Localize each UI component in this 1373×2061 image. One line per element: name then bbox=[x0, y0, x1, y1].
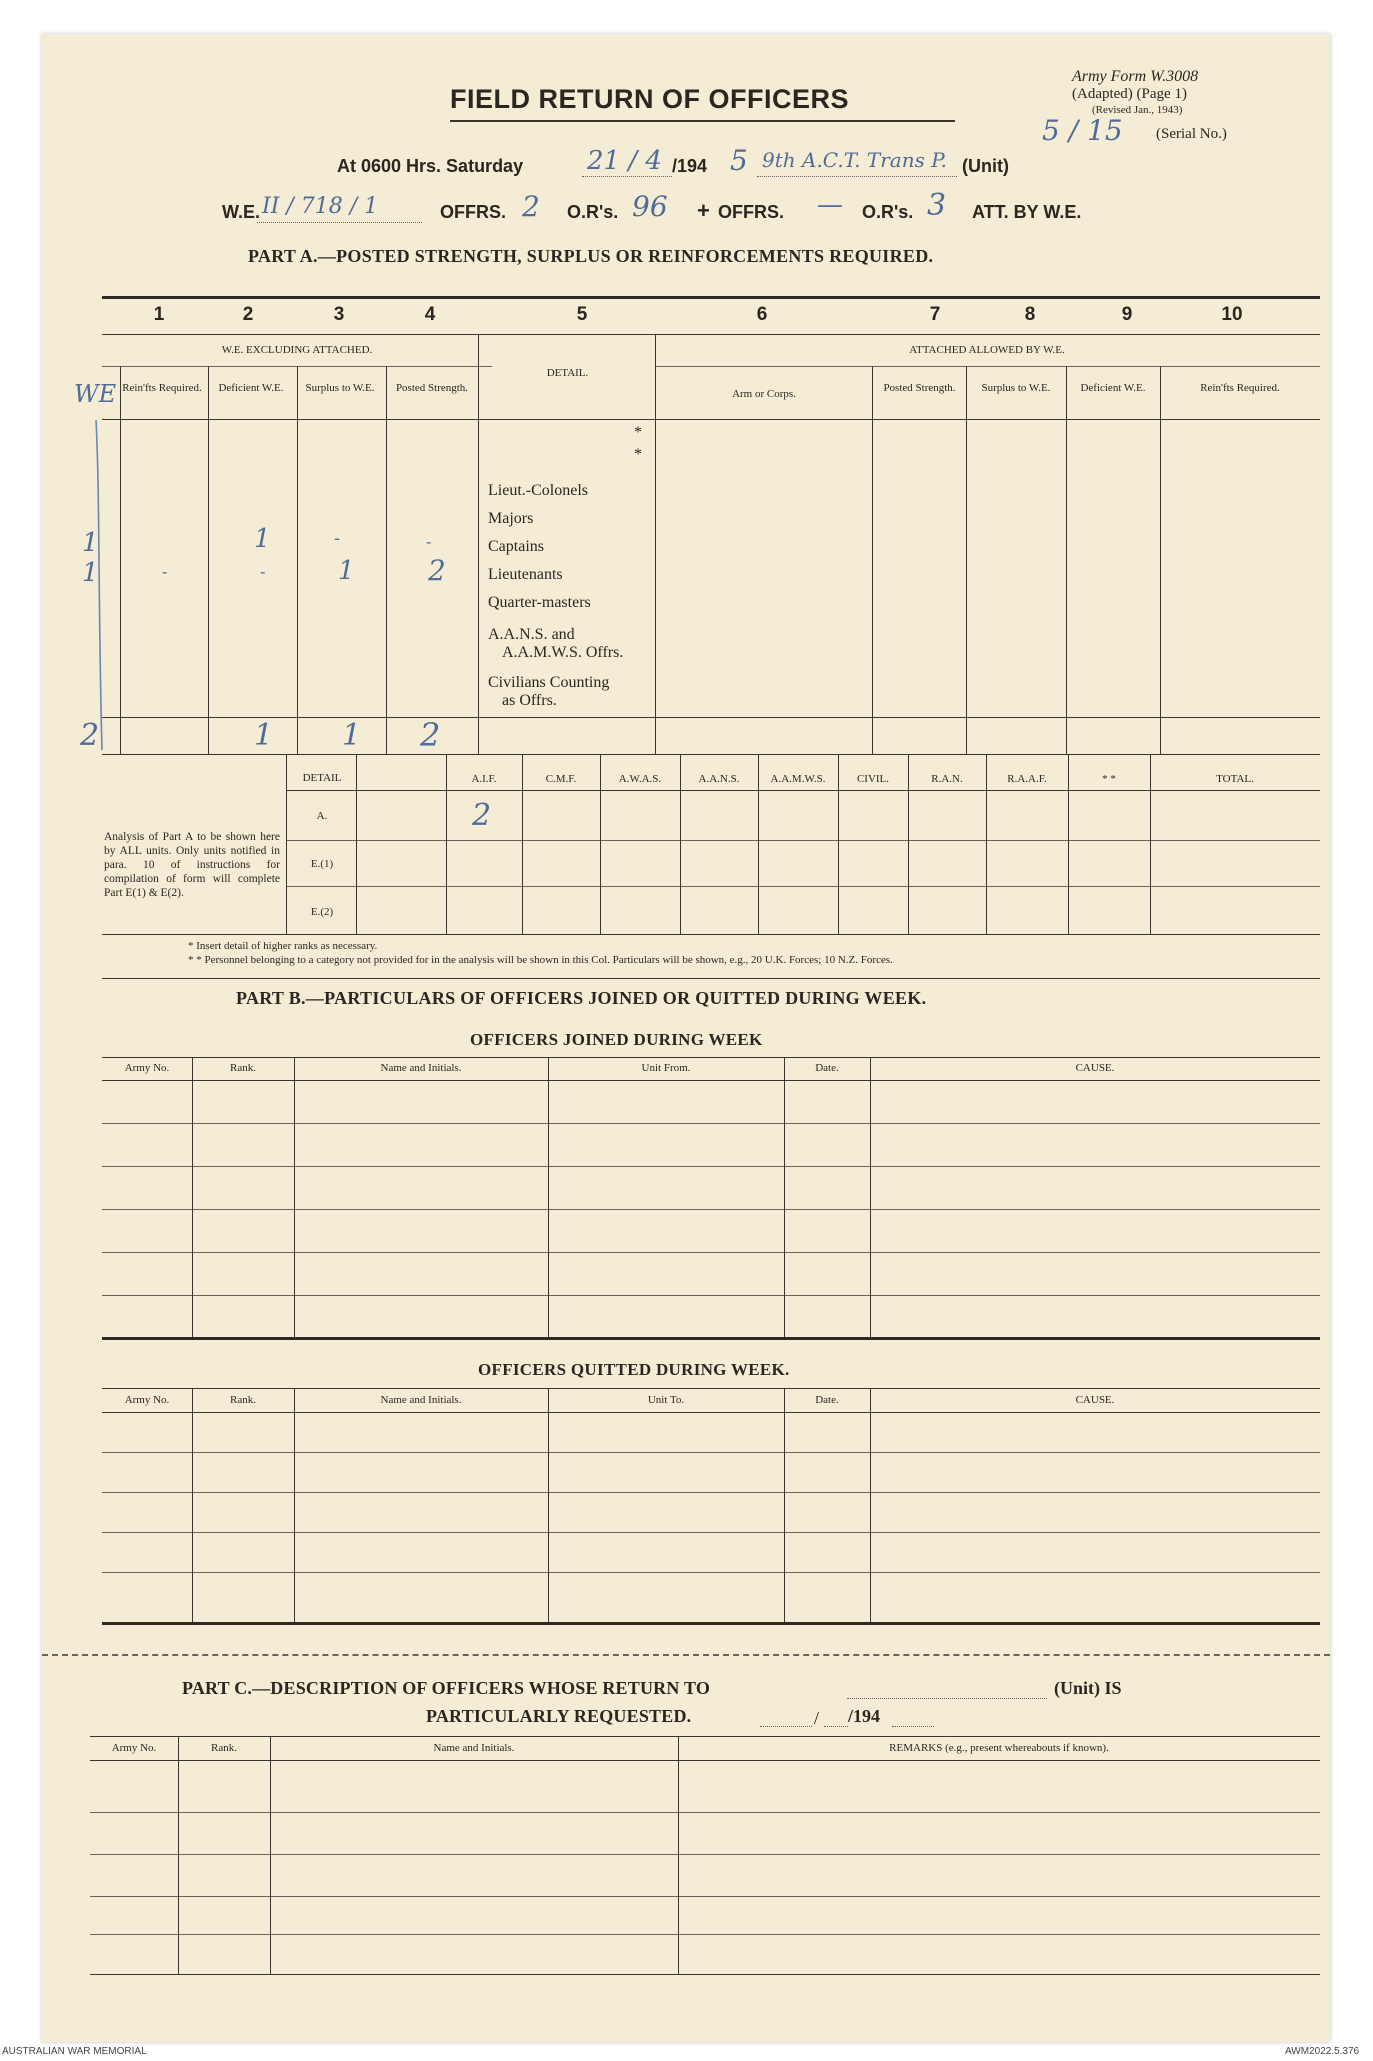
offrs2-label: OFFRS. bbox=[718, 202, 784, 222]
margin-note-we: WE bbox=[74, 380, 117, 408]
analysis-column-rule bbox=[758, 754, 759, 934]
hdr-deficient-right: Deficient W.E. bbox=[1080, 382, 1146, 394]
year-prefix: /194 bbox=[672, 156, 708, 176]
analysis-col-total: TOTAL. bbox=[1216, 773, 1254, 785]
col-num-2: 2 bbox=[242, 304, 254, 325]
title-underline bbox=[450, 120, 955, 122]
analysis-col-aans: A.A.N.S. bbox=[698, 773, 740, 785]
part-a-column-rule bbox=[120, 366, 121, 754]
part-c-date-blank bbox=[760, 1726, 812, 1727]
hdr-posted-left: Posted Strength. bbox=[395, 382, 469, 394]
rank-aamws: A.A.M.W.S. Offrs. bbox=[502, 644, 624, 661]
part-c-date-blank bbox=[824, 1726, 848, 1727]
date-underline bbox=[582, 176, 672, 177]
part-c-table-rule bbox=[90, 1896, 1320, 1897]
hdr-reinfts-left: Rein'fts Required. bbox=[122, 382, 202, 394]
part-a-rule bbox=[102, 717, 1320, 718]
part-c-table-rule bbox=[90, 1854, 1320, 1855]
col-num-10: 10 bbox=[1221, 304, 1243, 325]
part-a-column-rule bbox=[297, 366, 298, 754]
part-c-column-rule bbox=[270, 1736, 271, 1974]
quitted-column-rule bbox=[294, 1388, 295, 1622]
part-c-year-blank bbox=[892, 1726, 934, 1727]
quitted-table-rule bbox=[102, 1492, 1320, 1493]
analysis-col-other: * * bbox=[1102, 773, 1116, 785]
rank-as-offrs: as Offrs. bbox=[502, 692, 557, 709]
quitted-hdr-date: Date. bbox=[815, 1394, 839, 1406]
col-num-5: 5 bbox=[576, 304, 588, 325]
part-c-title-start: PART C.—DESCRIPTION OF OFFICERS WHOSE RETURN TO bbox=[182, 1678, 711, 1698]
analysis-col-aamws: A.A.M.W.S. bbox=[770, 773, 826, 785]
joined-hdr-army-no: Army No. bbox=[124, 1062, 170, 1074]
analysis-row-e2: E.(2) bbox=[310, 906, 334, 918]
joined-table-rule bbox=[102, 1057, 1320, 1058]
quitted-column-rule bbox=[192, 1388, 193, 1622]
analysis-column-rule bbox=[986, 754, 987, 934]
perforation-line bbox=[42, 1654, 1330, 1656]
joined-column-rule bbox=[192, 1057, 193, 1337]
part-a-rule bbox=[655, 366, 1320, 367]
part-c-date-slash: / bbox=[814, 1708, 820, 1728]
footnote-1: * Insert detail of higher ranks as necessary. bbox=[188, 940, 378, 952]
analysis-column-rule bbox=[286, 754, 287, 934]
time-label: At 0600 Hrs. Saturday bbox=[337, 156, 524, 176]
joined-hdr-date: Date. bbox=[815, 1062, 839, 1074]
analysis-detail-header: DETAIL bbox=[302, 772, 342, 784]
quitted-hdr-army-no: Army No. bbox=[124, 1394, 170, 1406]
joined-hdr-name: Name and Initials. bbox=[380, 1062, 462, 1074]
joined-hdr-rank: Rank. bbox=[230, 1062, 256, 1074]
lieutenants-surplus: 1 bbox=[338, 556, 355, 586]
part-a-column-rule bbox=[1066, 366, 1067, 754]
joined-column-rule bbox=[870, 1057, 871, 1337]
total-posted: 2 bbox=[420, 716, 441, 754]
part-c-year: /194 bbox=[848, 1706, 881, 1726]
analysis-col-ran: R.A.N. bbox=[931, 773, 963, 785]
analysis-col-raaf: R.A.A.F. bbox=[1007, 773, 1047, 785]
col-num-6: 6 bbox=[756, 304, 768, 325]
part-c-title-end: (Unit) IS bbox=[1054, 1678, 1122, 1698]
analysis-row-e1: E.(1) bbox=[310, 858, 334, 870]
hdr-reinfts-right: Rein'fts Required. bbox=[1200, 382, 1280, 394]
offrs-value: 2 bbox=[522, 190, 540, 223]
partc-hdr-army-no: Army No. bbox=[111, 1742, 157, 1754]
offrs2-value: — bbox=[817, 190, 843, 220]
analysis-rule bbox=[286, 886, 1320, 887]
joined-table-rule bbox=[102, 1295, 1320, 1296]
quitted-title: OFFICERS QUITTED DURING WEEK. bbox=[478, 1360, 790, 1379]
partc-hdr-rank: Rank. bbox=[211, 1742, 237, 1754]
col-num-9: 9 bbox=[1121, 304, 1133, 325]
ors2-label: O.R's. bbox=[862, 202, 914, 222]
joined-column-rule bbox=[784, 1057, 785, 1337]
aif-a-value: 2 bbox=[472, 798, 492, 833]
joined-table-rule bbox=[102, 1123, 1320, 1124]
quitted-column-rule bbox=[548, 1388, 549, 1622]
unit-value: 9th A.C.T. Trans P. bbox=[762, 148, 947, 172]
part-a-column-rule bbox=[386, 366, 387, 754]
part-a-column-rule bbox=[208, 366, 209, 754]
ors-label: O.R's. bbox=[567, 202, 619, 222]
ors-value: 96 bbox=[632, 190, 668, 223]
joined-table-rule bbox=[102, 1080, 1320, 1081]
joined-table-rule bbox=[102, 1209, 1320, 1210]
col-num-4: 4 bbox=[424, 304, 436, 325]
unit-label: (Unit) bbox=[962, 156, 1009, 176]
analysis-column-rule bbox=[680, 754, 681, 934]
analysis-col-civil: CIVIL. bbox=[856, 773, 890, 785]
part-a-rule bbox=[102, 419, 1320, 420]
captains-surplus: - bbox=[334, 528, 341, 549]
joined-title: OFFICERS JOINED DURING WEEK bbox=[470, 1030, 763, 1049]
rank-civilians: Civilians Counting bbox=[488, 674, 610, 691]
serial-value: 5 / 15 bbox=[1042, 114, 1123, 147]
col-num-8: 8 bbox=[1024, 304, 1036, 325]
group-left-header: W.E. EXCLUDING ATTACHED. bbox=[221, 344, 373, 356]
lieutenants-reinfts: 1 bbox=[82, 558, 99, 588]
margin-pen-line bbox=[82, 420, 112, 760]
hdr-posted-right: Posted Strength. bbox=[883, 382, 956, 394]
analysis-rule bbox=[102, 934, 1320, 935]
total-surplus: 1 bbox=[342, 718, 362, 753]
date-value: 21 / 4 bbox=[587, 146, 662, 176]
captains-posted: - bbox=[426, 532, 432, 551]
quitted-column-rule bbox=[870, 1388, 871, 1622]
analysis-col-aif: A.I.F. bbox=[471, 773, 497, 785]
analysis-column-rule bbox=[838, 754, 839, 934]
analysis-column-rule bbox=[1150, 754, 1151, 934]
total-deficient: 1 bbox=[254, 718, 274, 753]
analysis-row-a: A. bbox=[316, 810, 328, 822]
hdr-arm-corps: Arm or Corps. bbox=[732, 388, 796, 400]
hdr-surplus-left: Surplus to W.E. bbox=[305, 382, 375, 394]
part-a-rule bbox=[102, 334, 1320, 335]
form-adapted: (Adapted) (Page 1) bbox=[1072, 86, 1187, 102]
quitted-table-rule bbox=[102, 1412, 1320, 1413]
part-c-line2: PARTICULARLY REQUESTED. bbox=[426, 1706, 692, 1726]
quitted-table-rule bbox=[102, 1388, 1320, 1389]
form-sheet bbox=[42, 34, 1330, 2042]
ors2-value: 3 bbox=[927, 188, 947, 223]
part-a-column-rule bbox=[478, 334, 479, 754]
analysis-column-rule bbox=[446, 754, 447, 934]
joined-table-rule bbox=[102, 1166, 1320, 1167]
part-a-title: PART A.—POSTED STRENGTH, SURPLUS OR REINFORCEMENTS REQUIRED. bbox=[248, 246, 934, 266]
plus-sign: + bbox=[697, 198, 710, 223]
captains-deficient: 1 bbox=[254, 524, 271, 554]
quitted-table-rule bbox=[102, 1532, 1320, 1533]
detail-header: DETAIL. bbox=[546, 367, 589, 379]
part-a-top-rule bbox=[102, 296, 1320, 299]
hdr-surplus-right: Surplus to W.E. bbox=[981, 382, 1051, 394]
we-label: W.E. bbox=[222, 202, 261, 222]
rank-lieut-colonels: Lieut.-Colonels bbox=[488, 482, 588, 499]
quitted-hdr-rank: Rank. bbox=[230, 1394, 256, 1406]
analysis-col-cmf: C.M.F. bbox=[545, 773, 577, 785]
analysis-col-awas: A.W.A.S. bbox=[618, 773, 662, 785]
joined-column-rule bbox=[548, 1057, 549, 1337]
footnote-2: * * Personnel belonging to a category not provided for in the analysis will be shown in this Col. Particulars will be shown, e.g., 20 U.K. Forces; 10 N.Z. Forces. bbox=[188, 954, 893, 966]
joined-table-rule bbox=[102, 1337, 1320, 1340]
group-right-header: ATTACHED ALLOWED BY W.E. bbox=[909, 344, 1065, 356]
analysis-note: Analysis of Part A to be shown here by ALL units. Only units notified in para. 10 of instructions for compilation of form will complete Part E(1) & E(2). bbox=[104, 831, 280, 899]
we-value: II / 718 / 1 bbox=[262, 194, 379, 219]
quitted-table-rule bbox=[102, 1572, 1320, 1573]
analysis-column-rule bbox=[1068, 754, 1069, 934]
part-c-table-rule bbox=[90, 1736, 1320, 1737]
part-a-column-rule bbox=[655, 334, 656, 754]
analysis-column-rule bbox=[356, 754, 357, 934]
rank-majors: Majors bbox=[488, 510, 534, 527]
part-c-table-rule bbox=[90, 1974, 1320, 1975]
part-c-column-rule bbox=[178, 1736, 179, 1974]
total-reinfts: 2 bbox=[80, 718, 100, 753]
analysis-rule bbox=[286, 790, 1320, 791]
serial-label: (Serial No.) bbox=[1156, 126, 1227, 142]
quitted-table-rule bbox=[102, 1622, 1320, 1625]
analysis-column-rule bbox=[600, 754, 601, 934]
rank-quarter-masters: Quarter-masters bbox=[488, 594, 591, 611]
we-underline bbox=[257, 222, 422, 223]
quitted-hdr-name: Name and Initials. bbox=[380, 1394, 462, 1406]
part-b-title: PART B.—PARTICULARS OF OFFICERS JOINED OR QUITTED DURING WEEK. bbox=[236, 988, 927, 1008]
analysis-column-rule bbox=[522, 754, 523, 934]
form-revised: (Revised Jan., 1943) bbox=[1092, 104, 1183, 116]
year-digit: 5 bbox=[730, 144, 748, 177]
quitted-column-rule bbox=[784, 1388, 785, 1622]
hdr-deficient-left: Deficient W.E. bbox=[218, 382, 284, 394]
offrs-label: OFFRS. bbox=[440, 202, 506, 222]
col-num-1: 1 bbox=[153, 304, 165, 325]
lieutenants-posted: 2 bbox=[428, 554, 446, 587]
footer-institution: AUSTRALIAN WAR MEMORIAL bbox=[2, 2046, 147, 2057]
part-c-table-rule bbox=[90, 1760, 1320, 1761]
form-id: Army Form W.3008 bbox=[1072, 68, 1199, 85]
form-title: FIELD RETURN OF OFFICERS bbox=[450, 84, 849, 114]
star-2: * bbox=[634, 446, 642, 463]
quitted-table-rule bbox=[102, 1452, 1320, 1453]
att-label: ATT. BY W.E. bbox=[972, 202, 1082, 222]
rank-captains: Captains bbox=[488, 538, 544, 555]
part-a-column-rule bbox=[872, 366, 873, 754]
partc-hdr-remarks: REMARKS (e.g., present whereabouts if known). bbox=[889, 1742, 1109, 1754]
rank-lieutenants: Lieutenants bbox=[488, 566, 563, 583]
footer-accession: AWM2022.5.376 bbox=[1285, 2046, 1360, 2057]
captains-reinfts: 1 bbox=[82, 528, 99, 558]
joined-column-rule bbox=[294, 1057, 295, 1337]
quitted-hdr-cause: CAUSE. bbox=[1075, 1394, 1115, 1406]
joined-hdr-cause: CAUSE. bbox=[1075, 1062, 1115, 1074]
part-a-column-rule bbox=[1160, 366, 1161, 754]
partc-hdr-name: Name and Initials. bbox=[433, 1742, 515, 1754]
part-c-table-rule bbox=[90, 1934, 1320, 1935]
rank-aans: A.A.N.S. and bbox=[488, 626, 575, 643]
unit-underline bbox=[757, 176, 957, 177]
part-c-unit-blank bbox=[847, 1698, 1047, 1699]
lieutenants-dash-a: - bbox=[162, 562, 168, 581]
analysis-rule bbox=[286, 840, 1320, 841]
part-b-divider bbox=[102, 978, 1320, 979]
analysis-column-rule bbox=[908, 754, 909, 934]
joined-hdr-unit-from: Unit From. bbox=[641, 1062, 691, 1074]
col-num-7: 7 bbox=[929, 304, 941, 325]
lieutenants-deficient: - bbox=[260, 562, 266, 581]
col-num-3: 3 bbox=[333, 304, 345, 325]
joined-table-rule bbox=[102, 1252, 1320, 1253]
star-1: * bbox=[634, 424, 642, 441]
quitted-hdr-unit-to: Unit To. bbox=[647, 1394, 685, 1406]
part-a-rule bbox=[102, 754, 1320, 755]
part-c-table-rule bbox=[90, 1812, 1320, 1813]
part-c-column-rule bbox=[678, 1736, 679, 1974]
part-a-column-rule bbox=[966, 366, 967, 754]
